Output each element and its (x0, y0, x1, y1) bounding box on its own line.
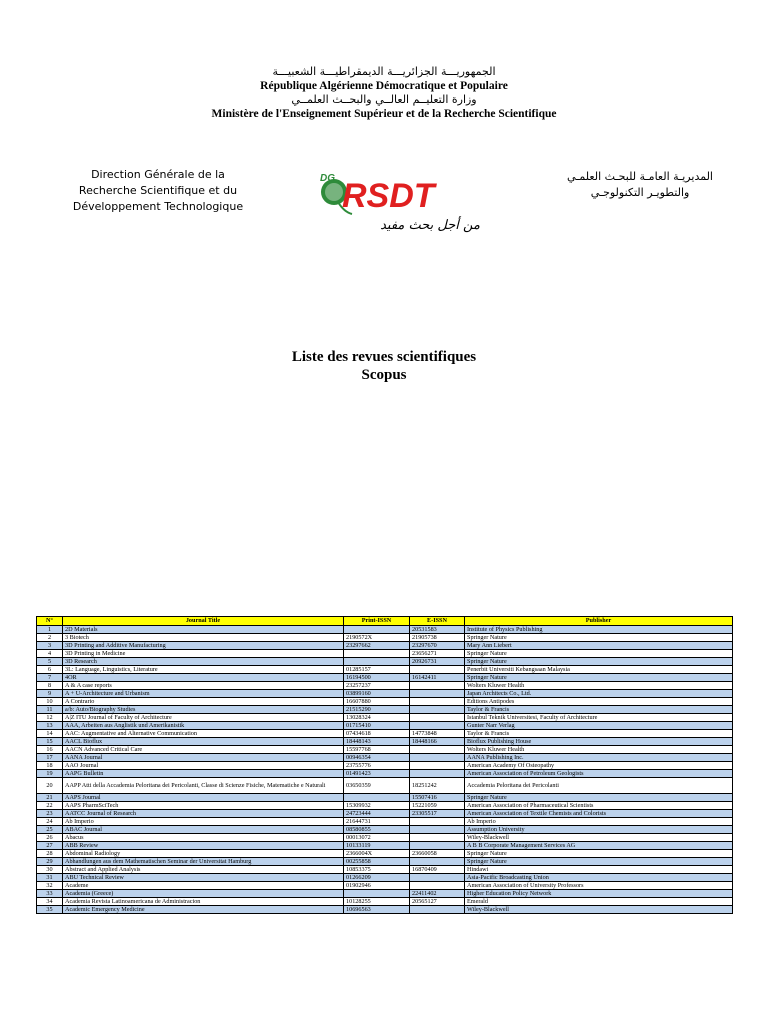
journal-title: AAPG Bulletin (63, 770, 344, 778)
row-number: 6 (37, 666, 63, 674)
journal-title: AATCC Journal of Research (63, 810, 344, 818)
publisher: Asia-Pacific Broadcasting Union (465, 874, 733, 882)
e-issn (410, 722, 465, 730)
table-row (37, 634, 733, 642)
e-issn (410, 746, 465, 754)
logo-tagline: من أجل بحث مفيد (380, 218, 480, 233)
table-row (37, 874, 733, 882)
row-number: 2 (37, 634, 63, 642)
journal-title: 3D Printing in Medicine (63, 650, 344, 658)
row-number: 17 (37, 754, 63, 762)
e-issn (410, 834, 465, 842)
table-row (37, 818, 733, 826)
table-row (37, 674, 733, 682)
row-number: 13 (37, 722, 63, 730)
journal-title: Academe (63, 882, 344, 890)
dgrsdt-logo (318, 166, 490, 238)
print-issn: 01266209 (344, 874, 410, 882)
print-issn: 21515290 (344, 706, 410, 714)
journal-title: 3 Biotech (63, 634, 344, 642)
journal-title: 3D Printing and Additive Manufacturing (63, 642, 344, 650)
publisher: Springer Nature (465, 850, 733, 858)
journal-title: AAPS Journal (63, 794, 344, 802)
row-number: 7 (37, 674, 63, 682)
table-row (37, 730, 733, 738)
publisher: American Association of University Professors (465, 882, 733, 890)
row-number: 28 (37, 850, 63, 858)
e-issn: 15507416 (410, 794, 465, 802)
e-issn: 23660058 (410, 850, 465, 858)
e-issn: 18251242 (410, 778, 465, 794)
journal-title: AAO Journal (63, 762, 344, 770)
publisher: Springer Nature (465, 658, 733, 666)
table-row (37, 626, 733, 634)
print-issn: 18448143 (344, 738, 410, 746)
e-issn (410, 690, 465, 698)
journal-title: 3D Research (63, 658, 344, 666)
e-issn: 22411402 (410, 890, 465, 898)
print-issn: 01491423 (344, 770, 410, 778)
table-row (37, 706, 733, 714)
print-issn: 16607880 (344, 698, 410, 706)
print-issn: 03650359 (344, 778, 410, 794)
publisher: Higher Education Policy Network (465, 890, 733, 898)
journal-title: A + U-Architecture and Urbanism (63, 690, 344, 698)
print-issn: 08580855 (344, 826, 410, 834)
table-row (37, 658, 733, 666)
row-number: 31 (37, 874, 63, 882)
row-number: 20 (37, 778, 63, 794)
arabic-ministry-name: وزارة التعليــم العالــي والبحــث العلمــي (291, 93, 477, 106)
journal-title: ABAC Journal (63, 826, 344, 834)
e-issn: 16142411 (410, 674, 465, 682)
print-issn: 2190572X (344, 634, 410, 642)
row-number: 26 (37, 834, 63, 842)
table-row (37, 722, 733, 730)
print-issn: 13028324 (344, 714, 410, 722)
print-issn: 21644731 (344, 818, 410, 826)
row-number: 14 (37, 730, 63, 738)
publisher: Wiley-Blackwell (465, 906, 733, 914)
journals-table (36, 616, 733, 914)
print-issn (344, 626, 410, 634)
publisher: A B B Corporate Management Services AG (465, 842, 733, 850)
publisher: Ab Imperio (465, 818, 733, 826)
direction-arabic (545, 169, 735, 201)
e-issn: 14773848 (410, 730, 465, 738)
table-row (37, 834, 733, 842)
e-issn (410, 754, 465, 762)
direction-fr-line: Recherche Scientifique et du (78, 184, 238, 197)
journal-title: AANA Journal (63, 754, 344, 762)
publisher: Institute of Physics Publishing (465, 626, 733, 634)
journal-title: Ab Imperio (63, 818, 344, 826)
e-issn: 23656271 (410, 650, 465, 658)
print-issn: 10853375 (344, 866, 410, 874)
journal-title: 2D Materials (63, 626, 344, 634)
journal-title: 3L: Language, Linguistics, Literature (63, 666, 344, 674)
table-row (37, 690, 733, 698)
publisher: Springer Nature (465, 794, 733, 802)
journal-title: Academia (Greece) (63, 890, 344, 898)
print-issn: 03899160 (344, 690, 410, 698)
journal-title: a/b: Auto/Biography Studies (63, 706, 344, 714)
table-row (37, 738, 733, 746)
row-number: 4 (37, 650, 63, 658)
table-row (37, 810, 733, 818)
table-row (37, 842, 733, 850)
journal-title: A & A case reports (63, 682, 344, 690)
row-number: 25 (37, 826, 63, 834)
title-line-1: Liste des revues scientifiques (291, 349, 477, 365)
e-issn (410, 762, 465, 770)
table-row (37, 714, 733, 722)
e-issn (410, 906, 465, 914)
journal-title: Abdominal Radiology (63, 850, 344, 858)
e-issn (410, 698, 465, 706)
publisher: Editions Antipodes (465, 698, 733, 706)
e-issn: 16870409 (410, 866, 465, 874)
direction-ar-line: المديريـة العامـة للبحـث العلمـي (567, 170, 713, 183)
column-header: N° (37, 617, 63, 626)
print-issn: 24723444 (344, 810, 410, 818)
direction-fr-line: Développement Technologique (72, 200, 244, 213)
print-issn: 16194500 (344, 674, 410, 682)
e-issn: 23305517 (410, 810, 465, 818)
arabic-republic-name: الجمهوريـــة الجزائريـــة الديمقراطيـــة الشعبيـــة (272, 65, 496, 78)
e-issn (410, 826, 465, 834)
print-issn (344, 650, 410, 658)
e-issn: 20565127 (410, 898, 465, 906)
row-number: 22 (37, 802, 63, 810)
row-number: 34 (37, 898, 63, 906)
e-issn: 23297670 (410, 642, 465, 650)
publisher: Springer Nature (465, 634, 733, 642)
e-issn (410, 818, 465, 826)
publisher: Penerbit Universiti Kebangsaan Malaysia (465, 666, 733, 674)
table-row (37, 882, 733, 890)
journal-title: Abacus (63, 834, 344, 842)
direction-fr-line: Direction Générale de la (91, 168, 225, 181)
e-issn: 20531583 (410, 626, 465, 634)
row-number: 32 (37, 882, 63, 890)
table-row (37, 754, 733, 762)
print-issn: 23755776 (344, 762, 410, 770)
journal-title: A|Z ITU Journal of Faculty of Architecture (63, 714, 344, 722)
table-row (37, 770, 733, 778)
row-number: 11 (37, 706, 63, 714)
e-issn: 21905738 (410, 634, 465, 642)
letterhead (0, 65, 768, 121)
table-row (37, 642, 733, 650)
publisher: Wolters Kluwer Health (465, 746, 733, 754)
title-line-2: Scopus (361, 367, 407, 383)
publisher: American Academy Of Osteopathy (465, 762, 733, 770)
print-issn (344, 794, 410, 802)
row-number: 10 (37, 698, 63, 706)
print-issn (344, 658, 410, 666)
journal-title: AACN Advanced Critical Care (63, 746, 344, 754)
publisher: Wiley-Blackwell (465, 834, 733, 842)
row-number: 30 (37, 866, 63, 874)
table-row (37, 778, 733, 794)
table-row (37, 802, 733, 810)
journal-title: AAC: Augmentative and Alternative Communication (63, 730, 344, 738)
publisher: Emerald (465, 898, 733, 906)
french-republic-name: République Algérienne Démocratique et Populaire (260, 80, 508, 92)
journal-title: A Contrario (63, 698, 344, 706)
journal-title: Academic Emergency Medicine (63, 906, 344, 914)
print-issn: 10696563 (344, 906, 410, 914)
row-number: 18 (37, 762, 63, 770)
table-row (37, 858, 733, 866)
logo-text: RSDT (342, 177, 435, 215)
row-number: 16 (37, 746, 63, 754)
logo-prefix: DG (320, 173, 335, 184)
column-header: Publisher (465, 617, 733, 626)
french-ministry-name: Ministère de l'Enseignement Supérieur et de la Recherche Scientifique (211, 108, 557, 120)
e-issn (410, 842, 465, 850)
table-row (37, 898, 733, 906)
e-issn (410, 666, 465, 674)
publisher: Hindawi (465, 866, 733, 874)
row-number: 9 (37, 690, 63, 698)
publisher: AANA Publishing Inc. (465, 754, 733, 762)
row-number: 27 (37, 842, 63, 850)
row-number: 5 (37, 658, 63, 666)
journal-title: Abstract and Applied Analysis (63, 866, 344, 874)
journal-title: AACL Bioflux (63, 738, 344, 746)
print-issn: 15309932 (344, 802, 410, 810)
publisher: American Association of Pharmaceutical Scientists (465, 802, 733, 810)
print-issn: 07434618 (344, 730, 410, 738)
document-title (0, 348, 768, 384)
e-issn (410, 874, 465, 882)
e-issn: 15221059 (410, 802, 465, 810)
publisher: Taylor & Francis (465, 730, 733, 738)
print-issn: 00946354 (344, 754, 410, 762)
row-number: 29 (37, 858, 63, 866)
publisher: Springer Nature (465, 858, 733, 866)
publisher: Assumption University (465, 826, 733, 834)
table-row (37, 906, 733, 914)
table-row (37, 666, 733, 674)
publisher: Springer Nature (465, 674, 733, 682)
print-issn: 01715410 (344, 722, 410, 730)
publisher: Gunter Narr Verlag (465, 722, 733, 730)
journal-title: AAPP Atti della Accademia Peloritana dei Pericolanti, Classe di Scienze Fisiche, Matematiche e Naturali (63, 778, 344, 794)
table-row (37, 682, 733, 690)
direction-ar-line: والتطويـر التكنولوجـي (590, 186, 690, 199)
print-issn: 10128255 (344, 898, 410, 906)
e-issn (410, 770, 465, 778)
row-number: 35 (37, 906, 63, 914)
table-row (37, 794, 733, 802)
table-row (37, 850, 733, 858)
column-header: E-ISSN (410, 617, 465, 626)
e-issn (410, 714, 465, 722)
table-row (37, 650, 733, 658)
print-issn: 23257237 (344, 682, 410, 690)
journal-title: 4OR (63, 674, 344, 682)
row-number: 8 (37, 682, 63, 690)
e-issn (410, 682, 465, 690)
journal-title: ABU Technical Review (63, 874, 344, 882)
row-number: 23 (37, 810, 63, 818)
journal-title: AAPS PharmSciTech (63, 802, 344, 810)
row-number: 3 (37, 642, 63, 650)
direction-french (58, 167, 258, 215)
publisher: Istanbul Teknik Universitesi, Faculty of Architecture (465, 714, 733, 722)
publisher: Wolters Kluwer Health (465, 682, 733, 690)
row-number: 21 (37, 794, 63, 802)
e-issn (410, 882, 465, 890)
column-header: Print-ISSN (344, 617, 410, 626)
publisher: Bioflux Publishing House (465, 738, 733, 746)
print-issn: 00255858 (344, 858, 410, 866)
table-row (37, 698, 733, 706)
print-issn: 00013072 (344, 834, 410, 842)
publisher: Mary Ann Liebert (465, 642, 733, 650)
journal-title: Abhandlungen aus dem Mathematischen Seminar der Universitat Hamburg (63, 858, 344, 866)
table-header-row (37, 617, 733, 626)
table-row (37, 890, 733, 898)
row-number: 15 (37, 738, 63, 746)
column-header: Journal Title (63, 617, 344, 626)
print-issn: 01285157 (344, 666, 410, 674)
e-issn: 18448166 (410, 738, 465, 746)
publisher: American Association of Petroleum Geologists (465, 770, 733, 778)
print-issn: 15597768 (344, 746, 410, 754)
row-number: 24 (37, 818, 63, 826)
print-issn (344, 890, 410, 898)
row-number: 12 (37, 714, 63, 722)
print-issn: 10133119 (344, 842, 410, 850)
print-issn: 23297662 (344, 642, 410, 650)
row-number: 19 (37, 770, 63, 778)
print-issn: 2366004X (344, 850, 410, 858)
publisher: Accademia Peloritana dei Pericolanti (465, 778, 733, 794)
row-number: 33 (37, 890, 63, 898)
row-number: 1 (37, 626, 63, 634)
e-issn (410, 706, 465, 714)
journal-title: Academia Revista Latinoamericana de Administracion (63, 898, 344, 906)
publisher: Springer Nature (465, 650, 733, 658)
publisher: American Association of Textile Chemists and Colorists (465, 810, 733, 818)
journal-title: AAA, Arbeiten aus Anglistik und Amerikanistik (63, 722, 344, 730)
publisher: Taylor & Francis (465, 706, 733, 714)
table-row (37, 746, 733, 754)
table-row (37, 866, 733, 874)
e-issn (410, 858, 465, 866)
journal-title: ABB Review (63, 842, 344, 850)
e-issn: 20926731 (410, 658, 465, 666)
table-row (37, 826, 733, 834)
table-row (37, 762, 733, 770)
print-issn: 01902946 (344, 882, 410, 890)
publisher: Japan Architects Co., Ltd. (465, 690, 733, 698)
